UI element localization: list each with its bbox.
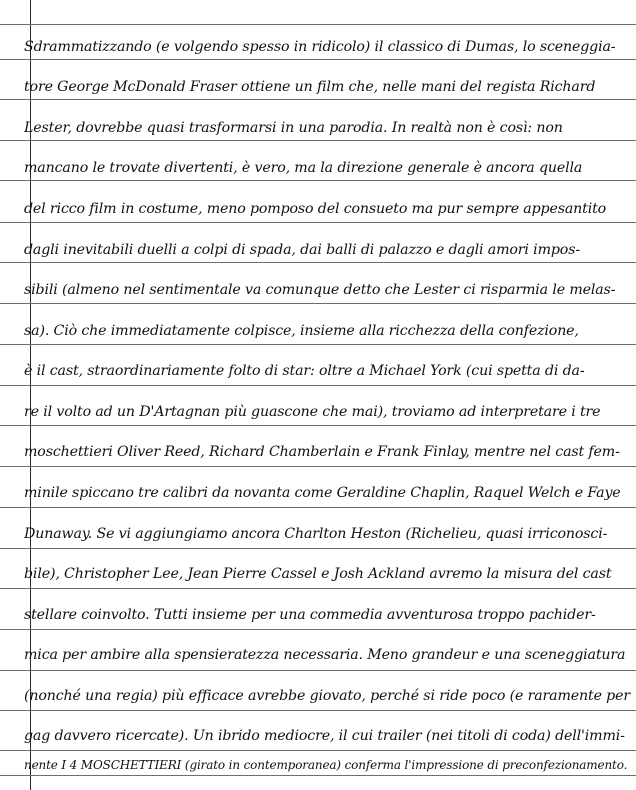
handwritten-line: è il cast, straordinariamente folto di star: oltre a Michael York (cui spetta di da- — [24, 363, 585, 379]
ruled-line — [0, 466, 636, 467]
handwritten-line: mica per ambire alla spensieratezza necessaria. Meno grandeur e una sceneggiatura — [24, 647, 626, 663]
handwritten-line: bile), Christopher Lee, Jean Pierre Cassel e Josh Ackland avremo la misura del cast — [24, 566, 612, 582]
ruled-line — [0, 629, 636, 630]
ruled-line — [0, 344, 636, 345]
ruled-line — [0, 385, 636, 386]
ruled-line — [0, 303, 636, 304]
handwritten-line: re il volto ad un D'Artagnan più guascone che mai), troviamo ad interpretare i tre — [24, 404, 601, 420]
handwritten-line: gag davvero ricercate). Un ibrido mediocre, il cui trailer (nei titoli di coda) dell'immi- — [24, 728, 625, 744]
handwritten-line: mancano le trovate divertenti, è vero, ma la direzione generale è ancora quella — [24, 160, 583, 176]
handwritten-line: minile spiccano tre calibri da novanta come Geraldine Chaplin, Raquel Welch e Faye — [24, 485, 621, 501]
handwritten-line: tore George McDonald Fraser ottiene un film che, nelle mani del regista Richard — [24, 79, 596, 95]
handwritten-line: moschettieri Oliver Reed, Richard Chamberlain e Frank Finlay, mentre nel cast fem- — [24, 444, 620, 460]
handwritten-line: sa). Ciò che immediatamente colpisce, insieme alla ricchezza della confezione, — [24, 323, 579, 339]
ruled-line — [0, 750, 636, 751]
handwritten-line: Sdrammatizzando (e volgendo spesso in ridicolo) il classico di Dumas, lo sceneggia- — [24, 39, 616, 55]
handwritten-line: sibili (almeno nel sentimentale va comunque detto che Lester ci risparmia le melas- — [24, 282, 616, 298]
handwritten-line: del ricco film in costume, meno pomposo del consueto ma pur sempre appesantito — [24, 201, 607, 217]
ruled-line — [0, 507, 636, 508]
handwritten-line: Lester, dovrebbe quasi trasformarsi in una parodia. In realtà non è così: non — [24, 120, 563, 136]
ruled-line — [0, 425, 636, 426]
handwritten-line: stellare coinvolto. Tutti insieme per una commedia avventurosa troppo pachider- — [24, 607, 596, 623]
ruled-line — [0, 710, 636, 711]
ruled-line — [0, 670, 636, 671]
ruled-line — [0, 548, 636, 549]
ruled-line — [0, 222, 636, 223]
handwritten-line: nente I 4 MOSCHETTIERI (girato in contemporanea) conferma l'impressione di preconfezionamento. — [24, 758, 628, 772]
ruled-line — [0, 24, 636, 25]
handwritten-line: (nonché una regia) più efficace avrebbe giovato, perché si ride poco (e raramente per — [24, 688, 630, 704]
ruled-line — [0, 588, 636, 589]
handwritten-line: dagli inevitabili duelli a colpi di spada, dai balli di palazzo e dagli amori impos- — [24, 242, 580, 258]
handwritten-line: Dunaway. Se vi aggiungiamo ancora Charlton Heston (Richelieu, quasi irriconosci- — [24, 526, 608, 542]
